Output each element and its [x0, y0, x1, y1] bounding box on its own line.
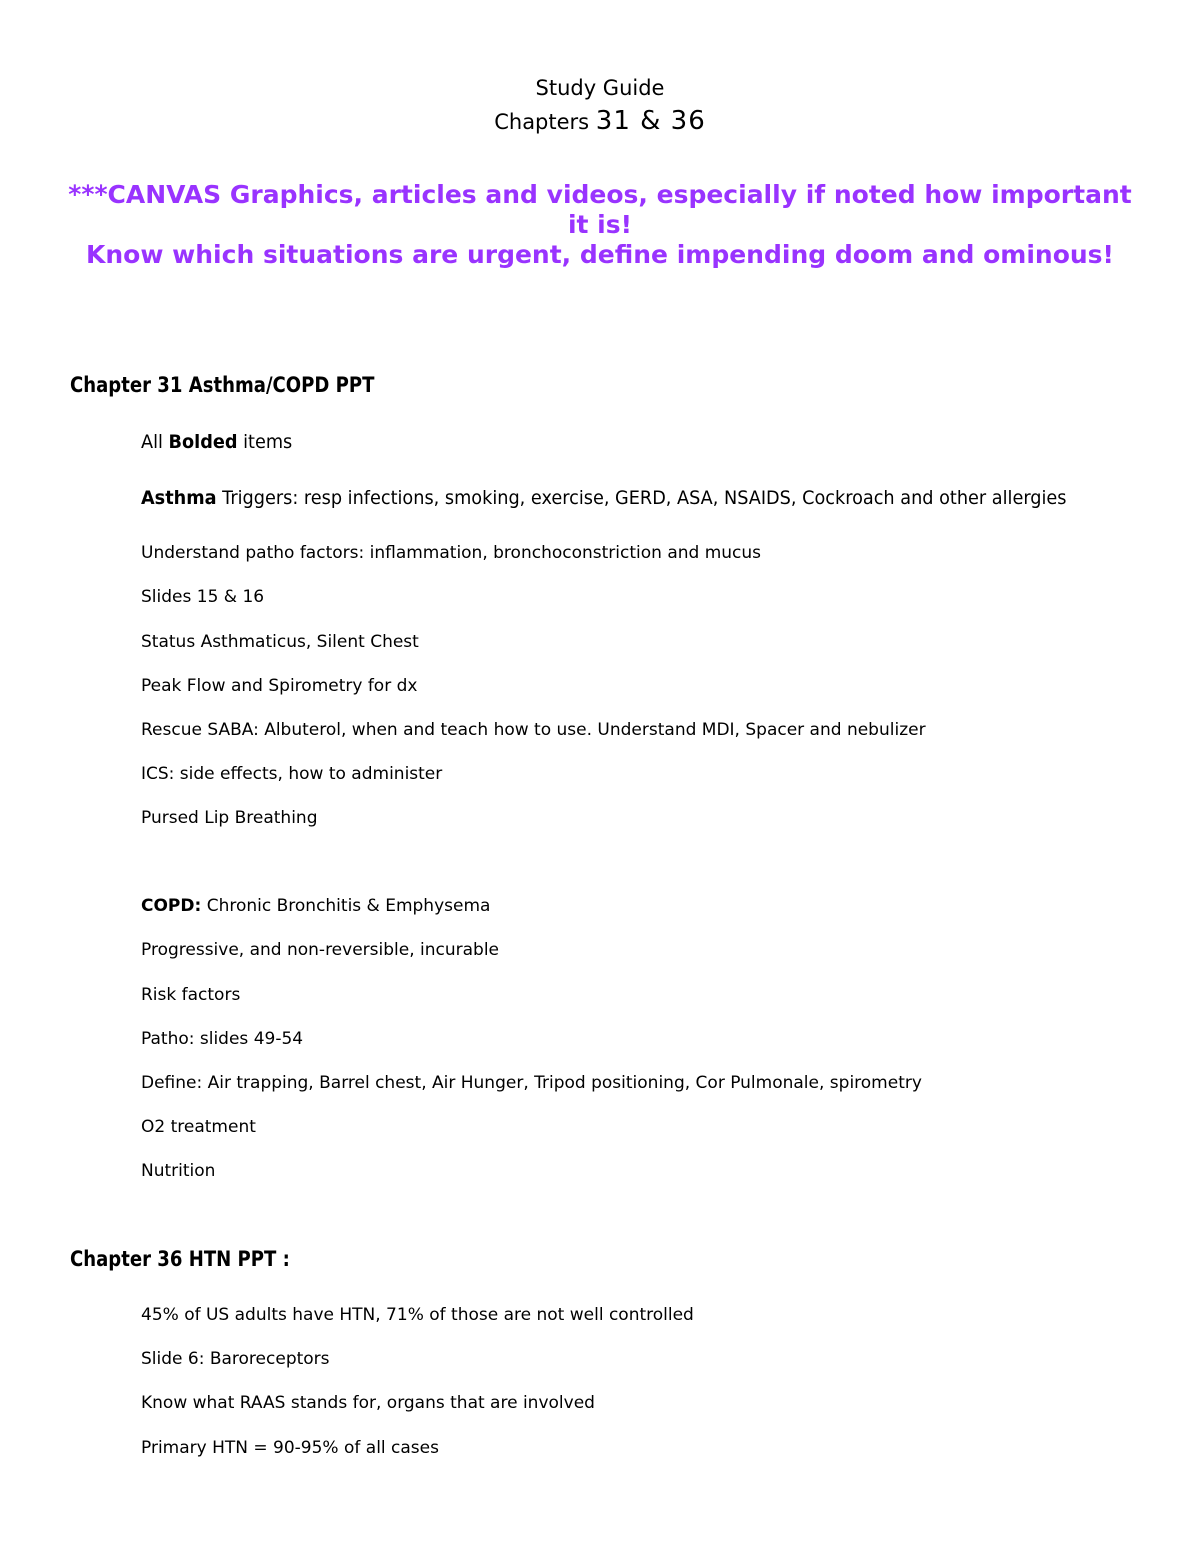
list-item: 45% of US adults have HTN, 71% of those are not well controlled: [141, 1305, 694, 1325]
asthma-triggers-line: [141, 487, 1066, 509]
copd-line: [141, 896, 490, 916]
list-item: Nutrition: [141, 1161, 216, 1181]
list-item: O2 treatment: [141, 1117, 256, 1137]
bolded-items-line: [141, 431, 292, 453]
list-item: Patho: slides 49-54: [141, 1029, 304, 1049]
bolded-pre: All: [141, 431, 169, 453]
list-item: Peak Flow and Spirometry for dx: [141, 676, 418, 696]
notice-line-2: Know which situations are urgent, define impending doom and ominous!: [86, 240, 1114, 269]
asthma-triggers-text: Triggers: resp infections, smoking, exercise, GERD, ASA, NSAIDS, Cockroach and other allergies: [216, 487, 1067, 509]
list-item: Rescue SABA: Albuterol, when and teach how to use. Understand MDI, Spacer and nebulizer: [141, 720, 926, 740]
notice-line-1: ***CANVAS Graphics, articles and videos, especially if noted how important it is!: [68, 180, 1132, 239]
list-item: Slide 6: Baroreceptors: [141, 1349, 330, 1369]
doc-subtitle: [0, 106, 1200, 136]
asthma-label: Asthma: [141, 487, 217, 509]
list-item: Understand patho factors: inflammation, bronchoconstriction and mucus: [141, 543, 762, 563]
doc-title: Study Guide: [535, 76, 665, 100]
list-item: Progressive, and non-reversible, incurable: [141, 940, 500, 960]
chapters-prefix: Chapters: [494, 110, 596, 134]
canvas-notice: [60, 180, 1140, 270]
list-item: Risk factors: [141, 985, 241, 1005]
copd-text: Chronic Bronchitis & Emphysema: [201, 896, 491, 916]
copd-label: COPD:: [141, 896, 202, 916]
chapter-36-heading: Chapter 36 HTN PPT :: [70, 1247, 290, 1271]
bolded-post: items: [237, 431, 293, 453]
bolded-word: Bolded: [168, 431, 238, 453]
chapters-numbers: 31 & 36: [595, 106, 706, 136]
list-item: Status Asthmaticus, Silent Chest: [141, 632, 419, 652]
chapter-31-heading: Chapter 31 Asthma/COPD PPT: [70, 373, 375, 397]
list-item: Know what RAAS stands for, organs that are involved: [141, 1393, 595, 1413]
list-item: Pursed Lip Breathing: [141, 808, 318, 828]
list-item: Define: Air trapping, Barrel chest, Air Hunger, Tripod positioning, Cor Pulmonale, spirometry: [141, 1073, 922, 1093]
list-item: ICS: side effects, how to administer: [141, 764, 443, 784]
list-item: Primary HTN = 90-95% of all cases: [141, 1438, 439, 1458]
list-item: Slides 15 & 16: [141, 587, 265, 607]
